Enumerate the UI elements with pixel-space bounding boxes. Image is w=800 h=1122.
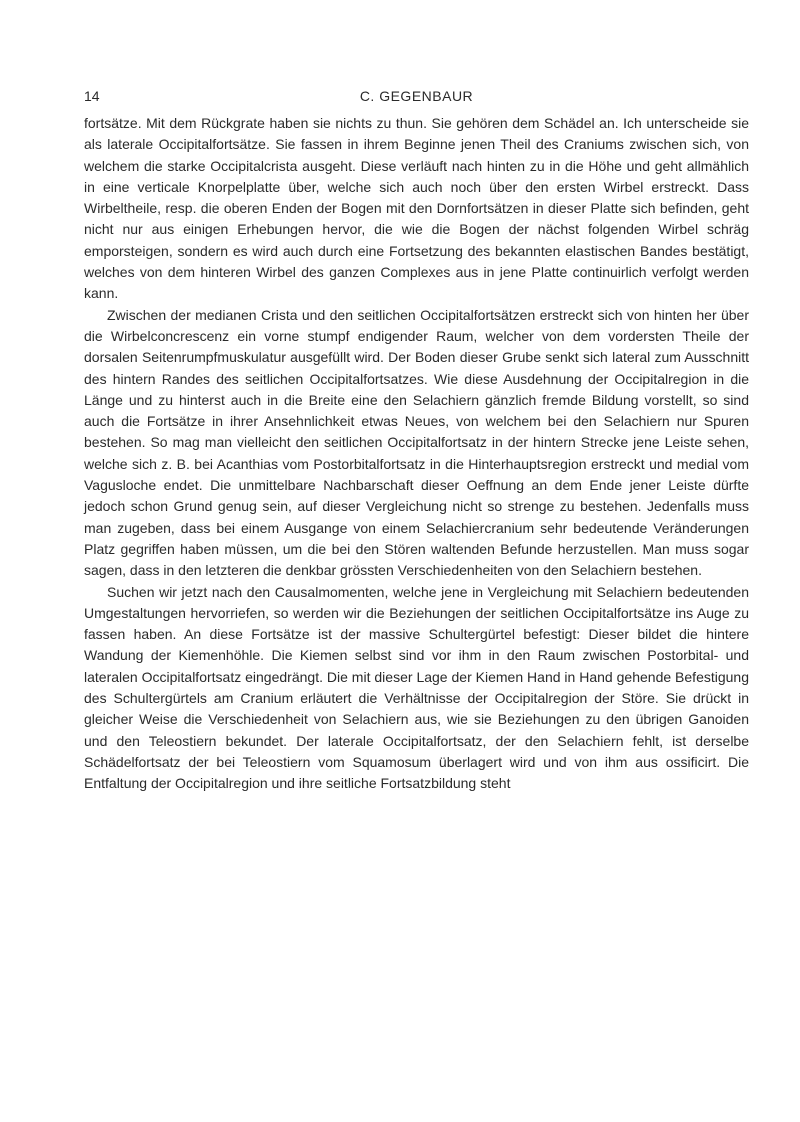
body-text	[84, 113, 749, 795]
paragraph-3: Suchen wir jetzt nach den Causalmomenten, welche jene in Vergleichung mit Selachiern bedeutenden Umgestaltungen hervorriefen, so werden wir die Beziehungen der seitlichen Occipitalfortsätze ins Auge zu fassen haben. An diese Fortsätze ist der massive Schultergürtel befestigt: Dieser bildet die hintere Wandung der Kiemenhöhle. Die Kiemen selbst sind vor ihm in den Raum zwischen Postorbital- und lateralen Occipitalfortsatz eingedrängt. Die mit dieser Lage der Kiemen Hand in Hand gehende Befestigung des Schultergürtels am Cranium erläutert die Verhältnisse der Occipitalregion der Störe. Sie drückt in gleicher Weise die Verschiedenheit von Selachiern aus, wie sie Beziehungen zu den übrigen Ganoiden und den Teleostiern bekundet. Der laterale Occipitalfortsatz, der den Selachiern fehlt, ist derselbe Schädelfortsatz der bei Teleostiern vom Squamosum überlagert wird und von ihm aus ossificirt. Die Entfaltung der Occipitalregion und ihre seitliche Fortsatzbildung steht	[84, 583, 749, 792]
running-title: C. GEGENBAUR	[359, 88, 474, 104]
paragraph-1: fortsätze. Mit dem Rückgrate haben sie nichts zu thun. Sie gehören dem Schädel an. Ich unterscheide sie als laterale Occipitalfortsätze. Sie fassen in ihrem Beginne jenen Theil des Craniums zwischen sich, von welchem die starke Occipitalcrista ausgeht. Diese verläuft nach hinten zu in die Höhe und geht allmählich in eine verticale Knorpelplatte über, welche sich auch noch über den ersten Wirbel erstreckt. Dass Wirbeltheile, resp. die oberen Enden der Bogen mit den Dornfortsätzen in dieser Platte sich befinden, geht nicht nur aus einigen Erhebungen hervor, die wie die Bogen der nächst folgenden Wirbel schräg emporsteigen, sondern es wird auch durch eine Fortsetzung des bekannten elastischen Bandes bestätigt, welches von dem hinteren Wirbel des ganzen Complexes aus in jene Platte continuirlich verfolgt werden kann.	[84, 115, 749, 302]
running-head	[84, 86, 749, 106]
paragraph-2: Zwischen der medianen Crista und den seitlichen Occipitalfortsätzen erstreckt sich von hinten her über die Wirbelconcrescenz ein vorne stumpf endigender Raum, welcher von dem vordersten Theile der dorsalen Seitenrumpfmuskulatur ausgefüllt wird. Der Boden dieser Grube senkt sich lateral zum Ausschnitt des hintern Randes des seitlichen Occipitalfortsatzes. Wie diese Ausdehnung der Occipitalregion in die Länge und zu hinterst auch in die Breite eine den Selachiern gänzlich fremde Bildung vorstellt, so sind auch die Fortsätze in ihrer Ansehnlichkeit etwas Neues, von welchem bei den Selachiern nur Spuren bestehen. So mag man vielleicht den seitlichen Occipitalfortsatz in der hintern Strecke jene Leiste sehen, welche sich z. B. bei Acanthias vom Postorbitalfortsatz in die Hinterhauptsregion erstreckt und medial vom Vagusloche endet. Die unmittelbare Nachbarschaft dieser Oeffnung an dem Ende jener Leiste dürfte jedoch schon Grund genug sein, auf dieser Vergleichung nicht so strenge zu bestehen. Jedenfalls muss man zugeben, dass bei einem Ausgange von einem Selachiercranium sehr bedeutende Veränderungen Platz gegriffen haben müssen, um die bei den Stören waltenden Befunde herzustellen. Man muss sogar sagen, dass in den letzteren die denkbar grössten Verschiedenheiten von den Selachiern bestehen.	[84, 306, 749, 579]
page-number: 14	[84, 88, 100, 104]
